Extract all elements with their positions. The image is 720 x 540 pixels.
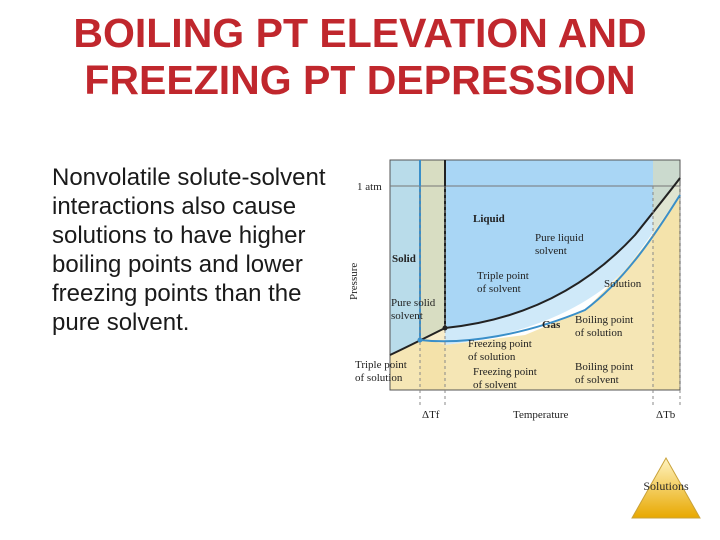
- delta-tf-label: ΔTf: [422, 409, 440, 421]
- freezing-solution-label-2: of solution: [468, 351, 516, 363]
- solution-label: Solution: [604, 278, 642, 290]
- triple-solvent-label-2: of solvent: [477, 283, 521, 295]
- pure-solid-label-1: Pure solid: [391, 297, 436, 309]
- boiling-solution-label-1: Boiling point: [575, 314, 634, 326]
- solid-label: Solid: [392, 253, 416, 265]
- title-line-2: FREEZING PT DEPRESSION: [84, 57, 636, 103]
- boiling-solvent-label-1: Boiling point: [575, 361, 634, 373]
- freezing-solvent-label-2: of solvent: [473, 379, 517, 391]
- pure-solid-label-2: solvent: [391, 310, 423, 322]
- pure-liquid-label-2: solvent: [535, 245, 567, 257]
- phase-diagram: [345, 150, 690, 435]
- delta-tb-label: ΔTb: [656, 409, 676, 421]
- one-atm-label: 1 atm: [357, 181, 382, 193]
- triple-point-solution-dot: [418, 338, 423, 343]
- slide-title: [0, 10, 720, 104]
- title-line-1: BOILING PT ELEVATION AND: [73, 10, 647, 56]
- freezing-solvent-label-1: Freezing point: [473, 366, 537, 378]
- solutions-nav-button[interactable]: [630, 456, 702, 520]
- boiling-solution-label-2: of solution: [575, 327, 623, 339]
- liquid-label: Liquid: [473, 213, 505, 225]
- solutions-nav-label: Solutions: [643, 479, 689, 493]
- temperature-axis-label: Temperature: [513, 409, 569, 421]
- triple-solution-label-2: of solution: [355, 372, 403, 384]
- gas-label: Gas: [542, 319, 561, 331]
- pure-liquid-label-1: Pure liquid: [535, 232, 584, 244]
- triple-solution-label-1: Triple point: [355, 359, 407, 371]
- freezing-depression-band: [420, 160, 445, 390]
- pressure-axis-label: Pressure: [348, 262, 360, 300]
- boiling-solvent-label-2: of solvent: [575, 374, 619, 386]
- triple-point-solvent-dot: [443, 326, 448, 331]
- triple-solvent-label-1: Triple point: [477, 270, 529, 282]
- body-text: Nonvolatile solute-solvent interactions also cause solutions to have higher boiling points and lower freezing points than the pure solvent.: [52, 164, 326, 336]
- freezing-solution-label-1: Freezing point: [468, 338, 532, 350]
